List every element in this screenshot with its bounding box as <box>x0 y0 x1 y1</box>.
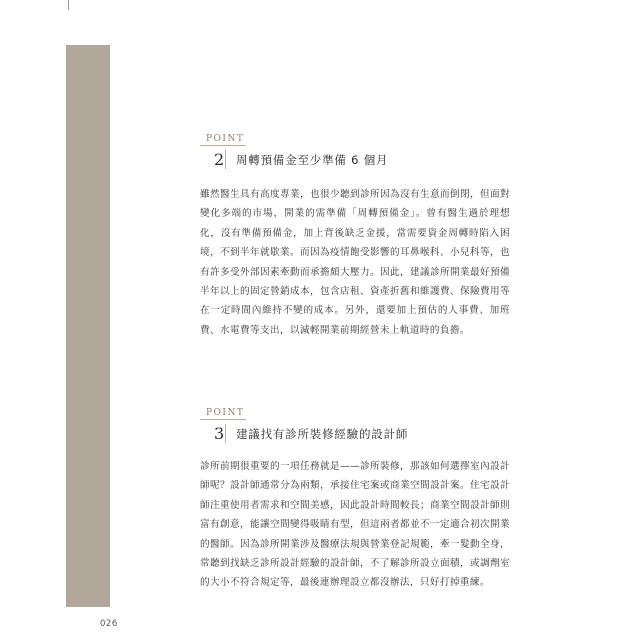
point-title: 建議找有診所裝修經驗的設計師 <box>236 426 409 441</box>
point-number: 3 <box>200 424 226 443</box>
point-section-2 <box>200 126 510 340</box>
point-number: 2 <box>200 150 226 169</box>
point-section-3 <box>200 400 510 593</box>
point-tag: POINT <box>200 134 246 146</box>
point-body-text: 診所前期很重要的一項任務就是——診所裝修，那該如何選擇室內設計師呢？設計師通常分為兩類，承接住宅案或商業空間設計案。住宅設計師注重使用者需求和空間美感，因此設計時間較長；商業空間設計師則富有創意，能讓空間變得吸睛有型，但這兩者都並不一定適合初次開業的醫師。因為診所開業涉及醫療法規與營業登記規範，牽一髮動全身，常聽到找缺乏診所設計經驗的設計師，不了解診所設立面積，或調劑室的大小不符合規定等，最後連辦理設立都沒辦法，只好打掉重練。 <box>200 461 510 589</box>
decorative-side-band <box>66 45 110 607</box>
point-tag: POINT <box>200 408 246 420</box>
top-margin-rule <box>68 0 69 10</box>
point-body-text: 雖然醫生具有高度專業，也很少聽到診所因為沒有生意而倒閉，但面對變化多端的市場，開業的需準備「周轉預備金」。曾有醫生過於理想化，沒有準備預備金，加上背後缺乏金援，當需要資金周轉時陷入困境，不到半年就歇業。而因為疫情飽受影響的耳鼻喉科、小兒科等，也有許多受外部因素牽動而承擔頗大壓力。因此，建議診所開業最好預備半年以上的固定營銷成本，包含店租、資產折舊和維護費、保險費用等在一定時間內維持不變的成本。另外，還要加上預估的人事費、加班費、水電費等支出，以減輕開業前期經營未上軌道時的負擔。 <box>200 189 510 336</box>
point-title: 周轉預備金至少準備 6 個月 <box>236 152 389 167</box>
page-number: 026 <box>100 619 118 629</box>
point-heading <box>200 150 510 169</box>
point-heading <box>200 424 510 443</box>
